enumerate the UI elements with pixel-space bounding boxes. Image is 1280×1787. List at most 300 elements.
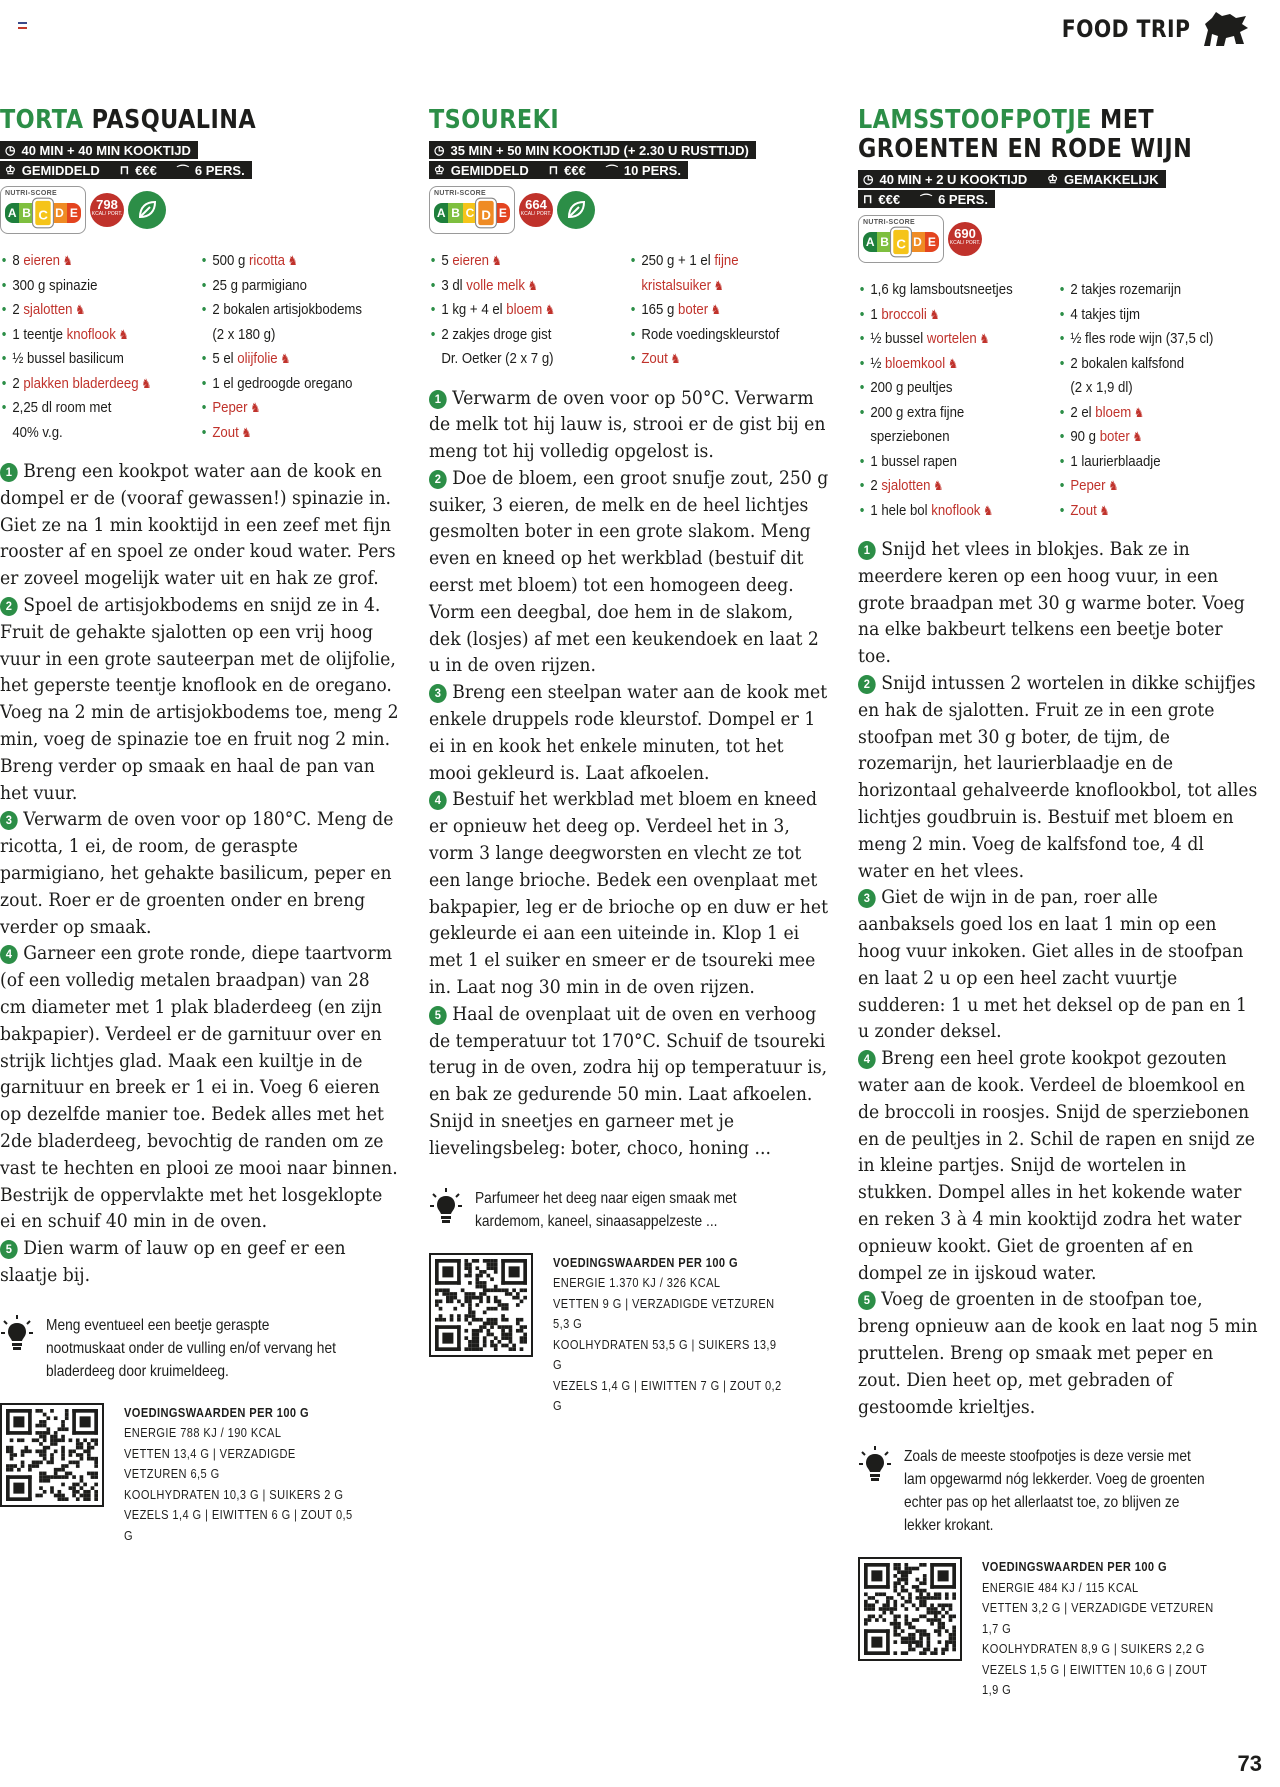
nutri-score-label: NUTRI-SCORE bbox=[434, 190, 486, 197]
nutri-grade-b: B bbox=[877, 232, 891, 252]
ingredient-name: wortelen bbox=[926, 330, 977, 347]
qr-code[interactable] bbox=[0, 1403, 104, 1507]
ingredient-amount: 2 takjes rozemarijn bbox=[1070, 281, 1182, 298]
step bbox=[429, 468, 828, 677]
ingredient-name: boter bbox=[1099, 428, 1130, 445]
step bbox=[0, 461, 396, 589]
brand-title: FOOD TRIP bbox=[1061, 15, 1190, 43]
ingredient-item bbox=[0, 323, 197, 348]
ingredient-amount: 2 el bbox=[1070, 403, 1096, 421]
ingredient-item bbox=[0, 396, 197, 421]
ingredient-amount: 1 kg + 4 el bbox=[441, 301, 507, 318]
recipe-title-accent: TSOUREKI bbox=[429, 105, 560, 135]
ingredient-item bbox=[200, 298, 397, 323]
brand-header bbox=[1039, 10, 1250, 48]
ingredient-item bbox=[858, 303, 1055, 328]
clock-icon: ◷ bbox=[434, 143, 445, 157]
recipe-title-rest: PASQUALINA bbox=[83, 105, 257, 135]
nutrition-line: ENERGIE 484 KJ / 115 KCAL bbox=[982, 1579, 1139, 1595]
bull-icon: ♞ bbox=[118, 326, 129, 342]
ingredients-list bbox=[0, 249, 400, 445]
ingredient-amount: 1 el gedroogde oregano bbox=[212, 374, 353, 392]
clock-icon: ◷ bbox=[863, 172, 874, 186]
bull-icon: ♞ bbox=[62, 253, 73, 268]
nutrition-line: VETTEN 13,4 G | VERZADIGDE VETZUREN 6,5 G bbox=[124, 1445, 296, 1482]
ingredients-right bbox=[1058, 278, 1258, 523]
clock-icon: ◷ bbox=[5, 143, 16, 157]
bull-icon: ♞ bbox=[710, 302, 722, 317]
ingredients-right bbox=[629, 249, 829, 372]
ingredient-amount: 1 laurierblaadje bbox=[1070, 452, 1161, 470]
nutri-score-label: NUTRI-SCORE bbox=[5, 190, 57, 197]
step bbox=[0, 809, 393, 937]
nutri-grade-a: A bbox=[863, 232, 877, 252]
step-number: 2 bbox=[429, 470, 447, 489]
step-text: Verwarm de oven voor op 180°C. Meng de ricotta, 1 ei, de room, de geraspte parmigiano, het gehakte basilicum, peper en zout. Roer er de groenten onder en breng verder op smaak. bbox=[0, 809, 394, 938]
ingredient-item bbox=[0, 372, 197, 397]
ingredient-name: sjalotten bbox=[881, 477, 931, 494]
ingredient-amount: 1 teentje bbox=[12, 325, 67, 343]
ingredient-amount: Dr. Oetker (2 x 7 g) bbox=[441, 350, 554, 367]
ingredient-item bbox=[429, 323, 626, 348]
step bbox=[858, 673, 1257, 882]
vegetarian-leaf-icon bbox=[128, 191, 166, 229]
nutrition-info bbox=[429, 1253, 829, 1417]
bull-icon: ♞ bbox=[1133, 404, 1145, 420]
kcal-unit: KCAL/ PORT. bbox=[520, 211, 552, 217]
ingredient-amount: 2 bbox=[12, 301, 24, 318]
recipe-title-accent: TORTA bbox=[0, 105, 84, 135]
ingredient-item bbox=[629, 298, 826, 323]
step bbox=[858, 539, 1245, 667]
ingredient-item bbox=[429, 274, 626, 299]
ingredient-name: Zout bbox=[212, 423, 239, 441]
ingredient-amount: (2 x 1,9 dl) bbox=[1070, 379, 1133, 396]
bull-icon: ♞ bbox=[75, 302, 86, 317]
lion-logo-icon bbox=[1202, 10, 1250, 48]
kcal-value: 664 bbox=[525, 197, 547, 212]
ingredient-item bbox=[429, 347, 626, 372]
wallet-icon: ⊓ bbox=[863, 192, 873, 206]
ingredient-amount: (2 x 180 g) bbox=[212, 325, 276, 343]
ingredient-item bbox=[858, 327, 1055, 352]
nutrition-line: VEZELS 1,5 G | EIWITTEN 10,6 G | ZOUT 1,9 G bbox=[982, 1661, 1208, 1698]
page-number: 73 bbox=[1237, 1751, 1262, 1776]
ingredient-name: sjalotten bbox=[23, 301, 73, 318]
ingredient-name: Zout bbox=[641, 350, 668, 367]
ingredient-amount: 2 bbox=[870, 477, 882, 494]
kcal-badge bbox=[948, 222, 982, 256]
nutrition-line: KOOLHYDRATEN 8,9 G | SUIKERS 2,2 G bbox=[982, 1641, 1205, 1657]
ingredient-item bbox=[858, 499, 1055, 524]
vegetarian-leaf-icon bbox=[557, 191, 595, 229]
ingredient-name: bloemkool bbox=[885, 354, 946, 372]
ingredient-amount: 2 bokalen artisjokbodems bbox=[212, 301, 363, 318]
nutrition-line: ENERGIE 788 KJ / 190 KCAL bbox=[124, 1425, 282, 1441]
nutrition-values bbox=[124, 1403, 359, 1547]
ingredient-item bbox=[629, 323, 826, 348]
ingredient-name: fijne bbox=[714, 252, 739, 269]
ingredient-item bbox=[858, 450, 1055, 475]
nutri-grade-a: A bbox=[434, 203, 448, 223]
step bbox=[429, 682, 827, 783]
ingredient-item bbox=[200, 249, 397, 274]
meta-item: 40 MIN + 2 U KOOKTIJD bbox=[879, 171, 1028, 187]
meta-item: GEMIDDELD bbox=[21, 162, 100, 178]
nutri-score-badge bbox=[429, 186, 515, 234]
bull-icon: ♞ bbox=[979, 331, 990, 346]
recipe-title bbox=[0, 106, 399, 135]
persons-icon: ⌒ bbox=[176, 163, 189, 178]
step bbox=[858, 1048, 1255, 1283]
ingredient-item bbox=[200, 323, 397, 348]
ingredient-amount: 1,6 kg lamsboutsneetjes bbox=[870, 281, 1013, 298]
ingredients-right bbox=[200, 249, 400, 445]
step-number: 3 bbox=[858, 889, 876, 908]
lightbulb-icon bbox=[429, 1187, 463, 1227]
recipe-title bbox=[858, 106, 1257, 164]
nutri-score-label: NUTRI-SCORE bbox=[863, 219, 915, 226]
ingredient-amount: sperziebonen bbox=[870, 428, 950, 445]
step bbox=[429, 1004, 827, 1159]
step-number: 4 bbox=[0, 945, 18, 964]
nutrition-line: VETTEN 9 G | VERZADIGDE VETZUREN 5,3 G bbox=[553, 1295, 775, 1332]
meta-item: €€€ bbox=[878, 191, 901, 207]
ingredient-amount: 2 bbox=[12, 374, 24, 392]
ingredient-item bbox=[200, 396, 397, 421]
step-number: 2 bbox=[0, 597, 18, 616]
nutrition-values bbox=[982, 1557, 1217, 1701]
bull-icon: ♞ bbox=[491, 253, 502, 268]
step-text: Garneer een grote ronde, diepe taartvorm (of een volledig metalen braadpan) van 28 cm diameter met 1 plak bladerdeeg (en zijn bakpapier). Verdeel er de garnituur over en strijk lichtjes glad. Maak een kuiltje in de garnituur en breek er 1 ei in. Voeg 6 eieren op dezelfde manier toe. Bedek alles met het 2de bladerdeeg, bevochtig de randen om ze vast te hechten en plooi ze mooi naar binnen. Bestrijk de oppervlakte met het losgeklopte ei en schuif 40 min in de oven. bbox=[0, 943, 398, 1233]
ingredient-item bbox=[1058, 425, 1255, 450]
ingredient-item bbox=[200, 274, 397, 299]
ingredient-amount: 2,25 dl room met bbox=[12, 399, 112, 416]
nutri-grade-c: C bbox=[33, 199, 53, 228]
step-number: 5 bbox=[858, 1291, 876, 1310]
lightbulb-icon bbox=[858, 1445, 892, 1485]
ingredient-item bbox=[0, 347, 197, 372]
ingredient-item bbox=[1058, 474, 1255, 499]
step-number: 2 bbox=[858, 675, 876, 694]
recipe-badges bbox=[0, 185, 400, 235]
nutrition-line: VEZELS 1,4 G | EIWITTEN 7 G | ZOUT 0,2 G bbox=[553, 1377, 782, 1414]
nutrition-line: KOOLHYDRATEN 10,3 G | SUIKERS 2 G bbox=[124, 1486, 344, 1502]
kcal-value: 690 bbox=[954, 226, 976, 241]
meta-row bbox=[858, 170, 1166, 188]
ingredient-amount: 90 g bbox=[1070, 428, 1100, 445]
nutrition-line: ENERGIE 1.370 KJ / 326 KCAL bbox=[553, 1275, 721, 1291]
nutri-grade-c: C bbox=[891, 228, 911, 257]
bull-icon: ♞ bbox=[933, 478, 944, 493]
ingredient-amount: ½ bussel basilicum bbox=[12, 350, 124, 367]
step-text: Breng een heel grote kookpot gezouten water aan de kook. Verdeel de bloemkool en de broccoli in roosjes. Snijd de sperziebonen en de peultjes in 2. Schil de rapen en snijd ze in kleine partjes. Snijd de wortelen in stukken. Dompel alles in het kokende water en reken 3 à 4 min kooktijd zodra het water opnieuw kookt. Giet de groenten af en dompel ze in ijskoud water. bbox=[858, 1048, 1255, 1284]
step bbox=[429, 388, 825, 463]
bull-icon: ♞ bbox=[287, 253, 298, 268]
ingredient-name: boter bbox=[678, 301, 709, 318]
ingredient-item bbox=[858, 425, 1055, 450]
tip-text: Parfumeer het deeg naar eigen smaak met kardemom, kaneel, sinaasappelzeste ... bbox=[475, 1189, 737, 1230]
step-text: Doe de bloem, een groot snufje zout, 250 g suiker, 3 eieren, de melk en de heel lichtjes gesmolten boter in een grote slakom. Meng even en kneed op het werkblad (bestuif dit eerst met bloem) tot een homogeen deeg. Vorm een deegbal, doe hem in de slakom, dek (losjes) af met een keukendoek en laat 2 u in de oven rijzen. bbox=[429, 467, 829, 677]
recipe-title-accent: LAMSSTOOFPOTJE bbox=[858, 105, 1092, 135]
nutri-score-badge bbox=[858, 215, 944, 263]
recipe-tsoureki bbox=[429, 106, 829, 1417]
nutrition-heading: VOEDINGSWAARDEN PER 100 G bbox=[982, 1559, 1168, 1575]
bull-icon: ♞ bbox=[280, 351, 291, 366]
nutri-grade-d: D bbox=[476, 199, 496, 228]
ingredient-name: plakken bladerdeeg bbox=[23, 374, 139, 392]
kcal-badge bbox=[519, 193, 553, 227]
nutri-grade-d: D bbox=[910, 232, 924, 252]
nutrition-info bbox=[0, 1403, 400, 1547]
ingredient-amount: 165 g bbox=[641, 301, 679, 318]
meta-item: 40 MIN + 40 MIN KOOKTIJD bbox=[21, 142, 191, 158]
ingredient-name: eieren bbox=[452, 252, 490, 269]
step-number: 5 bbox=[429, 1006, 447, 1025]
ingredient-amount: Rode voedingskleurstof bbox=[641, 325, 780, 343]
nutrition-line: KOOLHYDRATEN 53,5 G | SUIKERS 13,9 G bbox=[553, 1336, 777, 1373]
bull-icon: ♞ bbox=[141, 375, 152, 391]
tip-box bbox=[858, 1445, 1258, 1537]
step bbox=[858, 887, 1247, 1042]
kcal-badge bbox=[90, 193, 124, 227]
tip-box bbox=[429, 1187, 829, 1233]
bull-icon: ♞ bbox=[983, 502, 994, 518]
bull-icon: ♞ bbox=[670, 351, 681, 366]
ingredient-item bbox=[1058, 499, 1255, 524]
bull-icon: ♞ bbox=[1132, 429, 1143, 444]
meta-item: GEMAKKELIJK bbox=[1063, 171, 1159, 187]
ingredient-item bbox=[1058, 303, 1255, 328]
step-text: Spoel de artisjokbodems en snijd ze in 4. Fruit de gehakte sjalotten op een vrij hoog vuur in een grote sauteerpan met de olijfolie, het geperste teentje knoflook en de oregano. Voeg na 2 min de artisjokbodems toe, meng 2 min, voeg de spinazie toe en fruit nog 2 min. Breng verder op smaak en haal de pan van het vuur. bbox=[0, 594, 399, 804]
step-text: Voeg de groenten in de stoofpan toe, breng opnieuw aan de kook en laat nog 5 min pruttelen. Breng op smaak met peper en zout. Dien heet op, met gebraden of gestoomde krieltjes. bbox=[858, 1289, 1258, 1418]
ingredient-item bbox=[429, 298, 626, 323]
meta-item: 10 PERS. bbox=[623, 162, 681, 178]
menu-icon[interactable] bbox=[18, 22, 27, 29]
nutrition-heading: VOEDINGSWAARDEN PER 100 G bbox=[124, 1404, 310, 1420]
ingredient-amount: 4 takjes tijm bbox=[1070, 305, 1141, 323]
nutri-grade-d: D bbox=[52, 203, 66, 223]
ingredient-item bbox=[629, 249, 826, 274]
recipe-meta bbox=[429, 139, 829, 179]
ingredient-name: eieren bbox=[23, 252, 61, 269]
ingredient-amount: ½ fles rode wijn (37,5 cl) bbox=[1070, 330, 1214, 347]
ingredient-amount: 200 g peultjes bbox=[870, 379, 953, 396]
step-number: 4 bbox=[858, 1050, 876, 1069]
ingredient-name: ricotta bbox=[249, 252, 285, 269]
ingredient-amount: 2 bokalen kalfsfond bbox=[1070, 354, 1185, 372]
ingredient-name: broccoli bbox=[881, 305, 927, 323]
ingredient-name: Peper bbox=[212, 399, 248, 416]
nutri-grade-e: E bbox=[67, 203, 81, 223]
nutri-grade-a: A bbox=[5, 203, 19, 223]
recipe-title bbox=[429, 106, 828, 135]
ingredient-amount: 300 g spinazie bbox=[12, 276, 98, 294]
ingredient-name: bloem bbox=[1095, 403, 1132, 421]
ingredient-item bbox=[1058, 327, 1255, 352]
ingredient-item bbox=[0, 249, 197, 274]
recipe-meta bbox=[858, 168, 1258, 208]
nutrition-line: VEZELS 1,4 G | EIWITTEN 6 G | ZOUT 0,5 G bbox=[124, 1507, 353, 1543]
ingredient-item bbox=[0, 274, 197, 299]
nutri-grade-c: C bbox=[463, 203, 477, 223]
preparation-steps bbox=[858, 537, 1258, 1421]
ingredients-list bbox=[858, 278, 1258, 523]
ingredient-name: Zout bbox=[1070, 501, 1097, 519]
ingredient-item bbox=[200, 421, 397, 446]
bull-icon: ♞ bbox=[1108, 478, 1119, 493]
tip-text: Zoals de meeste stoofpotjes is deze versie met lam opgewarmd nóg lekkerder. Voeg de groenten echter pas op het allerlaatst toe, zo blijven ze lekker krokant. bbox=[904, 1448, 1205, 1535]
step bbox=[0, 943, 398, 1232]
ingredients-left bbox=[0, 249, 200, 445]
step-number: 1 bbox=[429, 390, 447, 409]
qr-code[interactable] bbox=[858, 1557, 962, 1661]
ingredient-amount: 5 el bbox=[212, 350, 238, 367]
ingredients-left bbox=[858, 278, 1058, 523]
ingredient-item bbox=[858, 352, 1055, 377]
nutri-grade-b: B bbox=[448, 203, 462, 223]
ingredient-item bbox=[629, 347, 826, 372]
step-text: Dien warm of lauw op en geef er een slaatje bij. bbox=[0, 1238, 346, 1286]
ingredient-name: Peper bbox=[1070, 477, 1106, 494]
step-text: Breng een steelpan water aan de kook met enkele druppels rode kleurstof. Dompel er 1 ei in en kook het enkele minuten, tot het mooi gekleurd is. Laat afkoelen. bbox=[429, 682, 828, 784]
preparation-steps bbox=[0, 459, 400, 1290]
nutri-score-scale bbox=[434, 202, 510, 224]
ingredient-amount: 500 g bbox=[212, 252, 250, 269]
meta-row bbox=[429, 141, 756, 159]
step-number: 5 bbox=[0, 1240, 18, 1259]
lightbulb-icon bbox=[0, 1314, 34, 1354]
ingredient-item bbox=[1058, 450, 1255, 475]
kcal-unit: KCAL/ PORT. bbox=[91, 211, 123, 217]
meta-item: €€€ bbox=[135, 162, 157, 178]
nutri-grade-e: E bbox=[496, 203, 510, 223]
ingredient-name: olijfolie bbox=[237, 350, 278, 367]
step-number: 3 bbox=[429, 684, 447, 703]
step-number: 3 bbox=[0, 811, 18, 830]
ingredient-name: volle melk bbox=[466, 276, 525, 294]
ingredient-name: knoflook bbox=[66, 325, 116, 343]
nutri-grade-b: B bbox=[19, 203, 33, 223]
chef-hat-icon: ♔ bbox=[1047, 172, 1058, 186]
step-number: 4 bbox=[429, 791, 447, 810]
chef-hat-icon: ♔ bbox=[5, 163, 16, 177]
persons-icon: ⌒ bbox=[605, 163, 618, 178]
ingredient-amount: 3 dl bbox=[441, 276, 467, 294]
bull-icon: ♞ bbox=[544, 302, 556, 317]
ingredient-item bbox=[858, 278, 1055, 303]
ingredient-amount: 250 g + 1 el bbox=[641, 252, 715, 269]
bull-icon: ♞ bbox=[947, 355, 959, 371]
step-text: Snijd intussen 2 wortelen in dikke schijfjes en hak de sjalotten. Fruit ze in een grote stoofpan met 30 g boter, de tijm, de rozemarijn, het laurierblaadje en de horizontaal gehalveerde knoflookbol, tot alles lichtjes goudbruin is. Bestuif met bloem en meng 2 min. Voeg de kalfsfond toe, 4 dl water en het vlees. bbox=[858, 672, 1258, 882]
bull-icon: ♞ bbox=[713, 277, 724, 293]
ingredient-amount: 40% v.g. bbox=[12, 423, 63, 441]
step bbox=[0, 1238, 346, 1286]
persons-icon: ⌒ bbox=[920, 192, 933, 207]
nutri-score-badge bbox=[0, 186, 86, 234]
ingredient-amount: ½ bussel bbox=[870, 330, 927, 347]
ingredient-item bbox=[858, 376, 1055, 401]
step-number: 1 bbox=[858, 541, 876, 560]
bull-icon: ♞ bbox=[527, 277, 538, 293]
tip-box bbox=[0, 1314, 400, 1383]
ingredient-amount: 1 bussel rapen bbox=[870, 452, 957, 470]
ingredient-item bbox=[1058, 352, 1255, 377]
recipe-meta bbox=[0, 139, 400, 179]
ingredient-amount: 25 g parmigiano bbox=[212, 276, 307, 294]
ingredient-amount: 8 bbox=[12, 252, 24, 269]
ingredient-item bbox=[1058, 278, 1255, 303]
ingredient-name: kristalsuiker bbox=[641, 276, 712, 294]
step-text: Breng een kookpot water aan de kook en dompel er de (vooraf gewassen!) spinazie in. Giet ze na 1 min kooktijd in een zeef met fijn rooster af en spoel ze onder koud water. Pers er zoveel mogelijk water uit en hak ze grof. bbox=[0, 461, 396, 590]
meta-row bbox=[429, 161, 688, 179]
step bbox=[0, 595, 399, 804]
meta-item: 35 MIN + 50 MIN KOOKTIJD (+ 2.30 U RUSTTIJD) bbox=[450, 142, 749, 158]
step-text: Snijd het vlees in blokjes. Bak ze in meerdere keren op een hoog vuur, in een grote braadpan met 30 g warme boter. Voeg na elke bakbeurt telkens een beetje boter toe. bbox=[858, 539, 1245, 668]
bull-icon: ♞ bbox=[929, 306, 940, 322]
ingredient-amount: ½ bbox=[870, 354, 886, 372]
ingredient-name: bloem bbox=[506, 301, 543, 318]
ingredient-amount: 200 g extra fijne bbox=[870, 403, 965, 421]
ingredient-item bbox=[1058, 376, 1255, 401]
ingredient-name: knoflook bbox=[931, 501, 981, 519]
ingredient-amount: 1 bbox=[870, 305, 882, 323]
bull-icon: ♞ bbox=[241, 424, 252, 440]
nutri-grade-e: E bbox=[925, 232, 939, 252]
wallet-icon: ⊓ bbox=[119, 163, 130, 177]
bull-icon: ♞ bbox=[250, 400, 261, 415]
nutrition-heading: VOEDINGSWAARDEN PER 100 G bbox=[553, 1254, 739, 1270]
ingredient-item bbox=[0, 298, 197, 323]
ingredient-item bbox=[1058, 401, 1255, 426]
step-text: Giet de wijn in de pan, roer alle aanbaksels goed los en laat 1 min op een hoog vuur inkoken. Giet alles in de stoofpan en laat 2 u op een heel zacht vuurtje sudderen: 1 u met het deksel op de pan en 1 u zonder deksel. bbox=[858, 887, 1247, 1043]
ingredient-amount: 1 hele bol bbox=[870, 501, 932, 519]
meta-item: €€€ bbox=[564, 162, 586, 178]
ingredient-amount: 5 bbox=[441, 252, 453, 269]
recipe-badges bbox=[429, 185, 829, 235]
ingredient-item bbox=[858, 474, 1055, 499]
meta-row bbox=[858, 190, 995, 208]
recipe-badges bbox=[858, 214, 1258, 264]
nutri-score-scale bbox=[863, 231, 939, 253]
ingredient-amount: 2 zakjes droge gist bbox=[441, 325, 552, 343]
ingredient-item bbox=[200, 347, 397, 372]
step-text: Haal de ovenplaat uit de oven en verhoog de temperatuur tot 170°C. Schuif de tsoureki terug in de oven, zodra hij op temperatuur is, en bak ze gedurende 50 min. Laat afkoelen. Snijd in sneetjes en garneer met je lievelingsbeleg: boter, choco, honing ... bbox=[429, 1003, 828, 1159]
kcal-value: 798 bbox=[96, 197, 118, 212]
wallet-icon: ⊓ bbox=[548, 163, 559, 177]
ingredient-item bbox=[0, 421, 197, 446]
nutrition-values bbox=[553, 1253, 788, 1417]
nutrition-info bbox=[858, 1557, 1258, 1701]
step-number: 1 bbox=[0, 463, 18, 482]
nutri-score-scale bbox=[5, 202, 81, 224]
qr-code[interactable] bbox=[429, 1253, 533, 1357]
meta-item: 6 PERS. bbox=[194, 162, 245, 178]
bull-icon: ♞ bbox=[1099, 502, 1110, 518]
nutrition-line: VETTEN 3,2 G | VERZADIGDE VETZUREN 1,7 G bbox=[982, 1600, 1214, 1636]
meta-item: 6 PERS. bbox=[938, 191, 988, 207]
ingredients-list bbox=[429, 249, 829, 372]
recipe-lamsstoofpotje bbox=[858, 106, 1258, 1701]
meta-row bbox=[0, 141, 198, 159]
recipe-title-rest: MET GROENTEN EN RODE WIJN bbox=[858, 105, 1193, 164]
step-text: Verwarm de oven voor op 50°C. Verwarm de melk tot hij lauw is, strooi er de gist bij en meng tot hij volledig opgelost is. bbox=[429, 387, 826, 463]
meta-row bbox=[0, 161, 252, 179]
ingredient-item bbox=[200, 372, 397, 397]
ingredients-left bbox=[429, 249, 629, 372]
meta-item: GEMIDDELD bbox=[450, 162, 529, 178]
kcal-unit: KCAL/ PORT. bbox=[949, 240, 981, 246]
